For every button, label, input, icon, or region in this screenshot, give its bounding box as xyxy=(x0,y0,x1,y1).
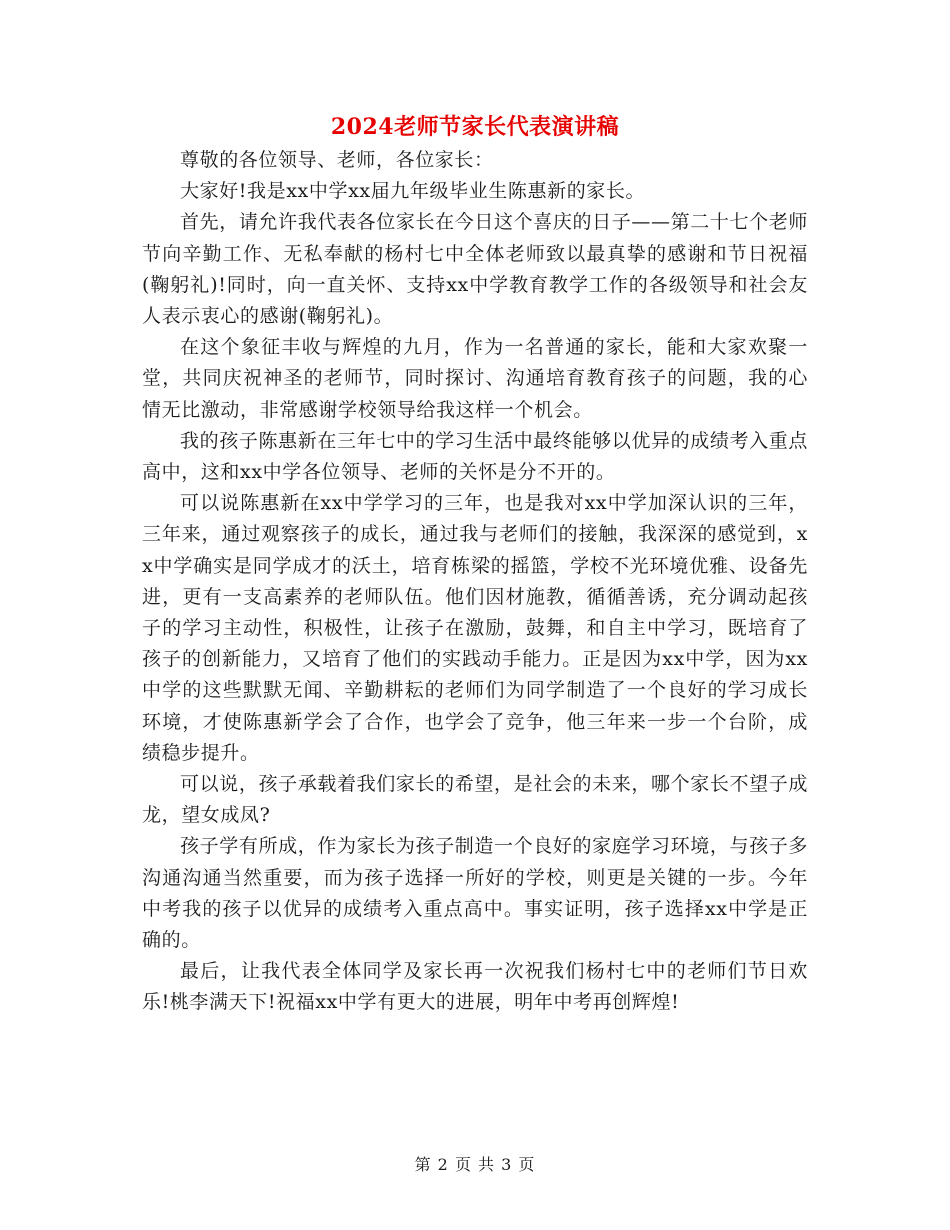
paragraph-hope: 可以说，孩子承载着我们家长的希望，是社会的未来，哪个家长不望子成龙，望女成凤? xyxy=(142,773,808,827)
document-body xyxy=(142,145,808,1019)
paragraph-greeting: 大家好!我是xx中学xx届九年级毕业生陈惠新的家长。 xyxy=(180,180,646,203)
paragraph-closing: 最后，让我代表全体同学及家长再一次祝我们杨村七中的老师们节日欢乐!桃李满天下!祝福xx中学有更大的进展，明年中考再创辉煌! xyxy=(142,960,808,1014)
paragraph-child-result: 我的孩子陈惠新在三年七中的学习生活中最终能够以优异的成绩考入重点高中，这和xx中学各位领导、老师的关怀是分不开的。 xyxy=(142,429,808,484)
paragraph-september: 在这个象征丰收与辉煌的九月，作为一名普通的家长，能和大家欢聚一堂，共同庆祝神圣的老师节，同时探讨、沟通培育教育孩子的问题，我的心情无比激动，非常感谢学校领导给我这样一个机会。 xyxy=(142,336,808,421)
page-number-footer: 第 2 页 共 3 页 xyxy=(414,1155,536,1174)
paragraph-school-choice: 孩子学有所成，作为家长为孩子制造一个良好的家庭学习环境，与孩子多沟通沟通当然重要，而为孩子选择一所好的学校，则更是关键的一步。今年中考我的孩子以优异的成绩考入重点高中。事实证明，孩子选择xx中学是正确的。 xyxy=(142,835,808,952)
document-title: 2024老师节家长代表演讲稿 xyxy=(330,114,620,140)
paragraph-thanks: 首先，请允许我代表各位家长在今日这个喜庆的日子——第二十七个老师节向辛勤工作、无私奉献的杨村七中全体老师致以最真挚的感谢和节日祝福(鞠躬礼)!同时，向一直关怀、支持xx中学教育教学工作的各级领导和社会友人表示衷心的感谢(鞠躬礼)。 xyxy=(142,211,808,328)
paragraph-salutation: 尊敬的各位领导、老师，各位家长： xyxy=(180,149,494,171)
paragraph-three-years: 可以说陈惠新在xx中学学习的三年，也是我对xx中学加深认识的三年，三年来，通过观察孩子的成长，通过我与老师们的接触，我深深的感觉到，xx中学确实是同学成才的沃土，培育栋梁的摇篮，学校不光环境优雅、设备先进，更有一支高素养的老师队伍。他们因材施教，循循善诱，充分调动起孩子的学习主动性，积极性，让孩子在激励，鼓舞，和自主中学习，既培育了孩子的创新能力，又培育了他们的实践动手能力。正是因为xx中学，因为xx中学的这些默默无闻、辛勤耕耘的老师们为同学制造了一个良好的学习成长环境，才使陈惠新学会了合作，也学会了竞争，他三年来一步一个台阶，成绩稳步提升。 xyxy=(142,492,808,764)
